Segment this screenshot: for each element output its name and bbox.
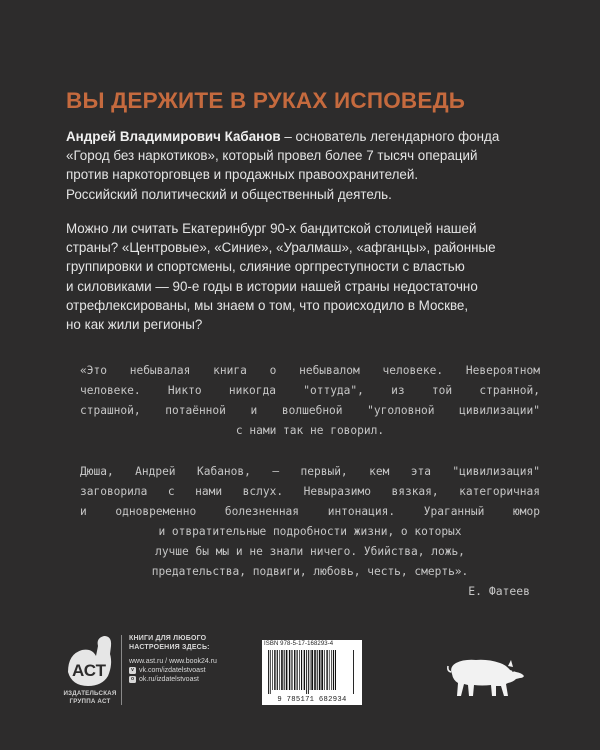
- intro-line-3: против наркоторговцев и продажных правоохранителей.: [66, 167, 419, 183]
- barcode-bar: [317, 650, 318, 690]
- question-line-1: Можно ли считать Екатеринбург 90-х бандитской столицей нашей: [66, 221, 477, 236]
- barcode-bar: [326, 650, 327, 690]
- barcode-bar: [274, 650, 275, 690]
- barcode-bar: [277, 650, 278, 690]
- barcode-bar: [311, 650, 313, 690]
- quote1-line-2: человеке. Никто никогда "оттуда", из той странной,: [80, 384, 540, 397]
- barcode-bar: [301, 650, 302, 690]
- question-paragraph: [66, 219, 556, 334]
- quote2-line-4: и отвратительные подробности жизни, о которых: [158, 525, 462, 538]
- publisher-caption: [60, 690, 120, 705]
- author-intro: [66, 127, 556, 204]
- intro-line-2: «Город без наркотиков», который провел более 7 тысяч операций: [66, 148, 478, 164]
- barcode-icon: [268, 650, 356, 694]
- barcode-bar: [306, 650, 307, 694]
- barcode-bar: [335, 650, 336, 690]
- ok-link-row[interactable]: [129, 675, 239, 684]
- vk-link-row[interactable]: [129, 666, 239, 675]
- review-quote-part-2: [80, 462, 540, 582]
- quote2-line-1: Дюша, Андрей Кабанов, — первый, кем эта "цивилизация": [80, 465, 540, 478]
- intro-line-1-rest: – основатель легендарного фонда: [280, 129, 500, 144]
- barcode-bar: [299, 650, 300, 690]
- quote1-line-4: с нами так не говорил.: [235, 424, 385, 437]
- vk-link[interactable]: vk.com/izdatelstvoast: [139, 667, 206, 674]
- question-line-2: страны? «Центровые», «Синие», «Уралмаш», «афганцы», районные: [66, 240, 496, 256]
- ok-link[interactable]: ok.ru/izdatelstvoast: [139, 676, 199, 683]
- barcode-bar: [268, 650, 269, 694]
- question-line-6: но как жили регионы?: [66, 317, 203, 333]
- vk-icon: v: [129, 667, 136, 674]
- ast-logo-icon: [66, 632, 114, 692]
- intro-line-1: [66, 127, 556, 146]
- barcode-bar: [333, 650, 334, 690]
- logo-lettering: АСТ: [71, 661, 107, 680]
- quote2-line-3: и одновременно болезненная интонация. Ураганный юмор: [80, 505, 540, 518]
- publisher-links: [129, 634, 239, 684]
- ok-icon: o: [130, 676, 135, 682]
- barcode-bar: [289, 650, 290, 690]
- books-header-line-1: КНИГИ ДЛЯ ЛЮБОГО: [129, 635, 207, 642]
- barcode-bar: [284, 650, 285, 690]
- barcode-bar: [329, 650, 330, 690]
- barcode-bar: [324, 650, 325, 690]
- barcode-bar: [286, 650, 288, 690]
- intro-line-4: Российский политический и общественный деятель.: [66, 186, 392, 202]
- barcode-bar: [270, 650, 271, 694]
- quote1-line-1: «Это небывалая книга о небывалом человеке. Невероятном: [80, 364, 540, 377]
- cover-headline: ВЫ ДЕРЖИТЕ В РУКАХ ИСПОВЕДЬ: [66, 88, 466, 113]
- barcode-bar: [272, 650, 273, 690]
- publisher-divider: [121, 635, 122, 705]
- question-line-5: отрефлексированы, мы знаем о том, что происходило в Москве,: [66, 297, 469, 313]
- barcode-bar: [321, 650, 323, 690]
- isbn-number: ISBN 978-5-17-168293-4: [264, 641, 334, 647]
- books-header-line-2: НАСТРОЕНИЯ ЗДЕСЬ:: [129, 644, 210, 651]
- publisher-caption-line-1: ИЗДАТЕЛЬСКАЯ: [63, 690, 117, 697]
- barcode-bar: [291, 650, 292, 690]
- barcode-bar: [279, 650, 280, 690]
- website-link[interactable]: www.ast.ru / www.book24.ru: [129, 658, 217, 665]
- barcode-number: 9 785171 682934: [277, 696, 347, 704]
- quote2-line-6: предательства, подвиги, любовь, честь, смерть».: [151, 565, 469, 578]
- quote2-line-2: заговорила с нами вслух. Невыразимо вязкая, категоричная: [80, 485, 540, 498]
- question-line-4: и силовиками — 90-е годы в истории нашей страны недостаточно: [66, 278, 478, 294]
- barcode-bar: [310, 650, 311, 690]
- quote1-line-3: страшной, потаённой и волшебной "уголовной цивилизации": [80, 404, 540, 417]
- barcode-bar: [319, 650, 321, 690]
- barcode-bar: [304, 650, 305, 690]
- question-line-3: группировки и спортсмены, слияние оргпреступности с властью: [66, 259, 465, 275]
- barcode-bar: [281, 650, 283, 690]
- barcode-bar: [353, 650, 354, 694]
- author-name: Андрей Владимирович Кабанов: [66, 129, 281, 144]
- review-quote-part-1: [80, 361, 540, 441]
- publisher-caption-line-2: ГРУППА АСТ: [69, 697, 111, 705]
- barcode-bar: [331, 650, 332, 690]
- barcode-bar: [294, 650, 295, 690]
- quote-author: Е. Фатеев: [468, 584, 530, 598]
- quote2-line-5: лучше бы мы и не знали ничего. Убийства, ложь,: [155, 545, 465, 558]
- boar-icon: [446, 654, 526, 700]
- barcode-bar: [297, 650, 298, 690]
- barcode-bar: [314, 650, 316, 690]
- barcode-bar: [308, 650, 309, 694]
